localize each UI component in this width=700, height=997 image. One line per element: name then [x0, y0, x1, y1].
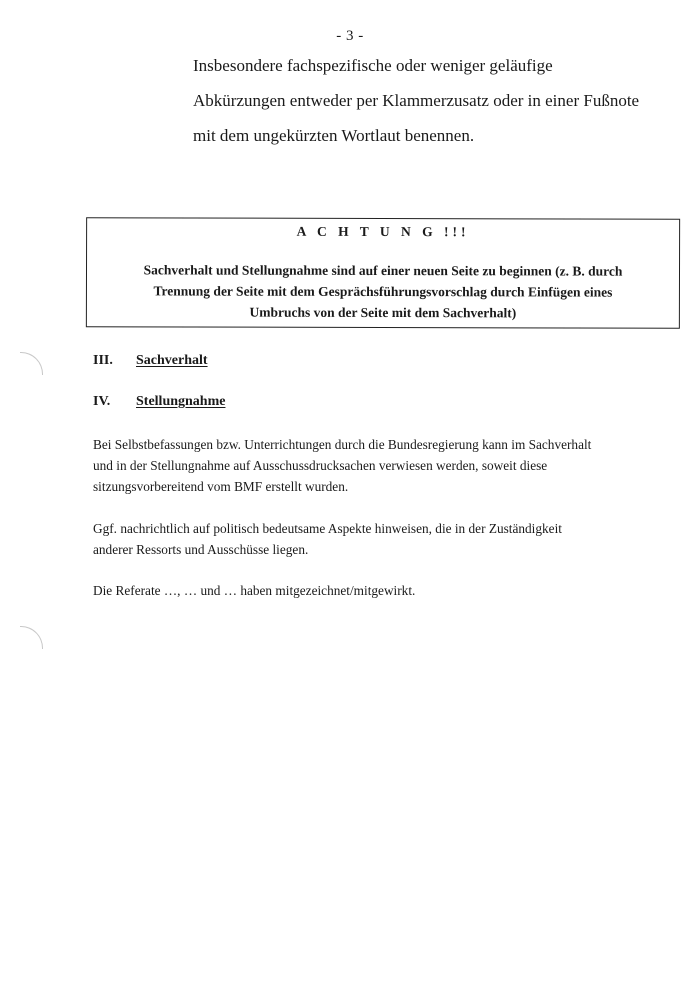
attention-notice-box	[86, 217, 680, 329]
intro-paragraph	[193, 48, 663, 153]
page-number: - 3 -	[336, 28, 364, 44]
section-title: Stellungnahme	[136, 394, 226, 409]
section-heading-stellungnahme	[93, 394, 225, 410]
body-paragraph	[93, 518, 693, 560]
punch-hole-mark	[20, 352, 43, 375]
section-title: Sachverhalt	[136, 353, 208, 368]
attention-text-line: Sachverhalt und Stellungnahme sind auf einer neuen Seite zu beginnen (z. B. durch	[143, 262, 623, 279]
paragraph-line: anderer Ressorts und Ausschüsse liegen.	[93, 542, 309, 557]
attention-text-line: Trennung der Seite mit dem Gesprächsführungsvorschlag durch Einfügen eines	[153, 283, 613, 300]
intro-line: Insbesondere fachspezifische oder weniger geläufige	[193, 56, 553, 75]
paragraph-line: und in der Stellungnahme auf Ausschussdrucksachen verwiesen werden, soweit diese	[93, 458, 548, 473]
section-number: IV.	[93, 394, 111, 409]
paragraph-line: Ggf. nachrichtlich auf politisch bedeutsame Aspekte hinweisen, die in der Zuständigkeit	[93, 521, 562, 536]
body-paragraph	[93, 434, 693, 497]
attention-text	[87, 259, 679, 324]
paragraph-line: Die Referate …, … und … haben mitgezeichnet/mitgewirkt.	[93, 583, 416, 598]
body-paragraph	[93, 580, 693, 601]
section-heading-sachverhalt	[93, 353, 208, 369]
attention-heading: A C H T U N G !!!	[296, 223, 470, 240]
intro-line: mit dem ungekürzten Wortlaut benennen.	[193, 126, 475, 145]
punch-hole-mark	[20, 626, 43, 649]
section-number: III.	[93, 353, 113, 368]
paragraph-line: sitzungsvorbereitend vom BMF erstellt wurden.	[93, 479, 349, 494]
paragraph-line: Bei Selbstbefassungen bzw. Unterrichtungen durch die Bundesregierung kann im Sachverhalt	[93, 437, 592, 452]
attention-text-line: Umbruchs von der Seite mit dem Sachverhalt)	[249, 304, 517, 321]
intro-line: Abkürzungen entweder per Klammerzusatz oder in einer Fußnote	[193, 91, 640, 110]
